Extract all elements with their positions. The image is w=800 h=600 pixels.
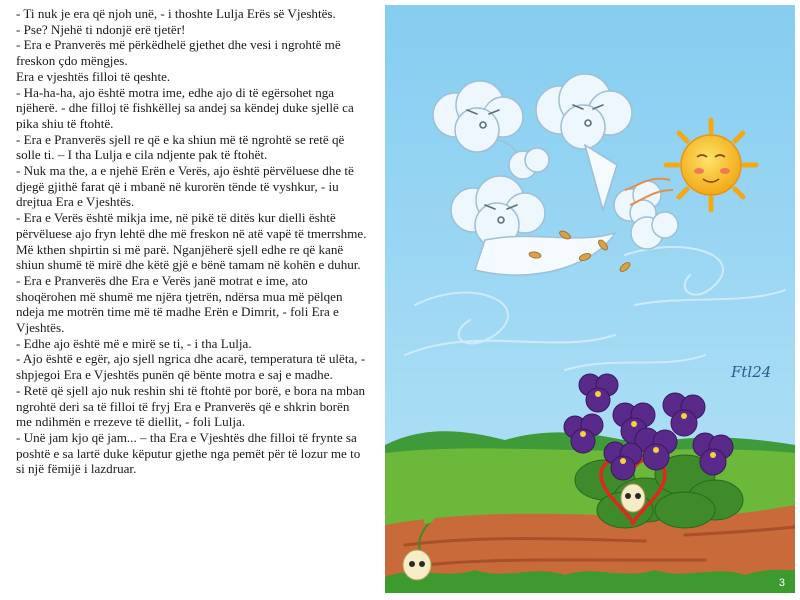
story-paragraph: - Ajo është e egër, ajo sjell ngrica dhe acarë, temperatura të ulëta, - shpjegoi Era e Vjeshtës punën që bënte motra e saj e madhe.	[16, 351, 366, 383]
story-paragraph: - Nuk ma the, a e njehë Erën e Verës, ajo është përvëluese dhe të djegë gjithë farat që i mbanë në kurorën tënde të vyshkur, - iu drejtua Era e Vjeshtës.	[16, 163, 354, 210]
flower-character	[621, 484, 645, 512]
story-paragraph: - Era e Pranverës më përkëdhelë gjethet dhe vesi i ngrohtë më freskon çdo mëngjes.	[16, 37, 341, 69]
story-paragraph: - Retë që sjell ajo nuk reshin shi të ftohtë por borë, e bora na mban ngrohtë deri sa të filloi të fryj Era e Pranverës që e shkrin borën me ndihmën e rrezeve të diellit, - foli Lulja.	[16, 382, 366, 430]
illustration-canvas	[385, 5, 795, 593]
story-text	[16, 6, 368, 477]
story-paragraph: - Pse? Njehë ti ndonjë erë tjetër!	[16, 21, 186, 37]
story-paragraph: - Era e Pranverës sjell re që e ka shiun më të ngrohtë se retë që solle ti. – I tha Lulja e cila ndjente pak të ftohët.	[16, 131, 345, 163]
artist-signature: Ftl24	[731, 363, 772, 381]
story-paragraph: - Era e Verës është mikja ime, në pikë të ditës kur dielli është përvëluese ajo fryn lehtë dhe më freskon në atë vapë të tmerrshme. Më kthen shpirtin si më parë. Nganjëherë sjell edhe re që kanë shiun shumë të mirë dhe këtë gjë e bënë tamam në kohën e duhur.	[16, 210, 367, 273]
story-paragraph: Era e vjeshtës filloi të qeshte.	[16, 68, 171, 84]
story-illustration	[385, 5, 795, 593]
story-paragraph: - Edhe ajo është më e mirë se ti, - i tha Lulja.	[16, 335, 252, 351]
story-paragraph: - Unë jam kjo që jam... – tha Era e Vjeshtës dhe filloi të frynte sa poshtë e sa lartë duke këputur gjethe nga pemët për të lozur me to si një fëmijë i lazdruar.	[16, 429, 361, 477]
story-paragraph: - Era e Pranverës dhe Era e Verës janë motrat e ime, ato shoqërohen më shumë me njëra tjetrën, ndërsa mua më pëlqen ndeja me motrën time më të madhe Erën e Dimrit, - foli Era e Vjeshtës.	[16, 272, 343, 336]
story-paragraph: - Ha-ha-ha, ajo është motra ime, edhe ajo di të egërsohet nga njëherë. - dhe filloj të fishkëllej sa andej sa këndej duke sjellë ca pika shiu të ftohtë.	[16, 84, 354, 131]
story-paragraph: - Ti nuk je era që njoh unë, - i thoshte Lulja Erës së Vjeshtës.	[16, 6, 336, 21]
page-number: 3	[778, 577, 785, 589]
